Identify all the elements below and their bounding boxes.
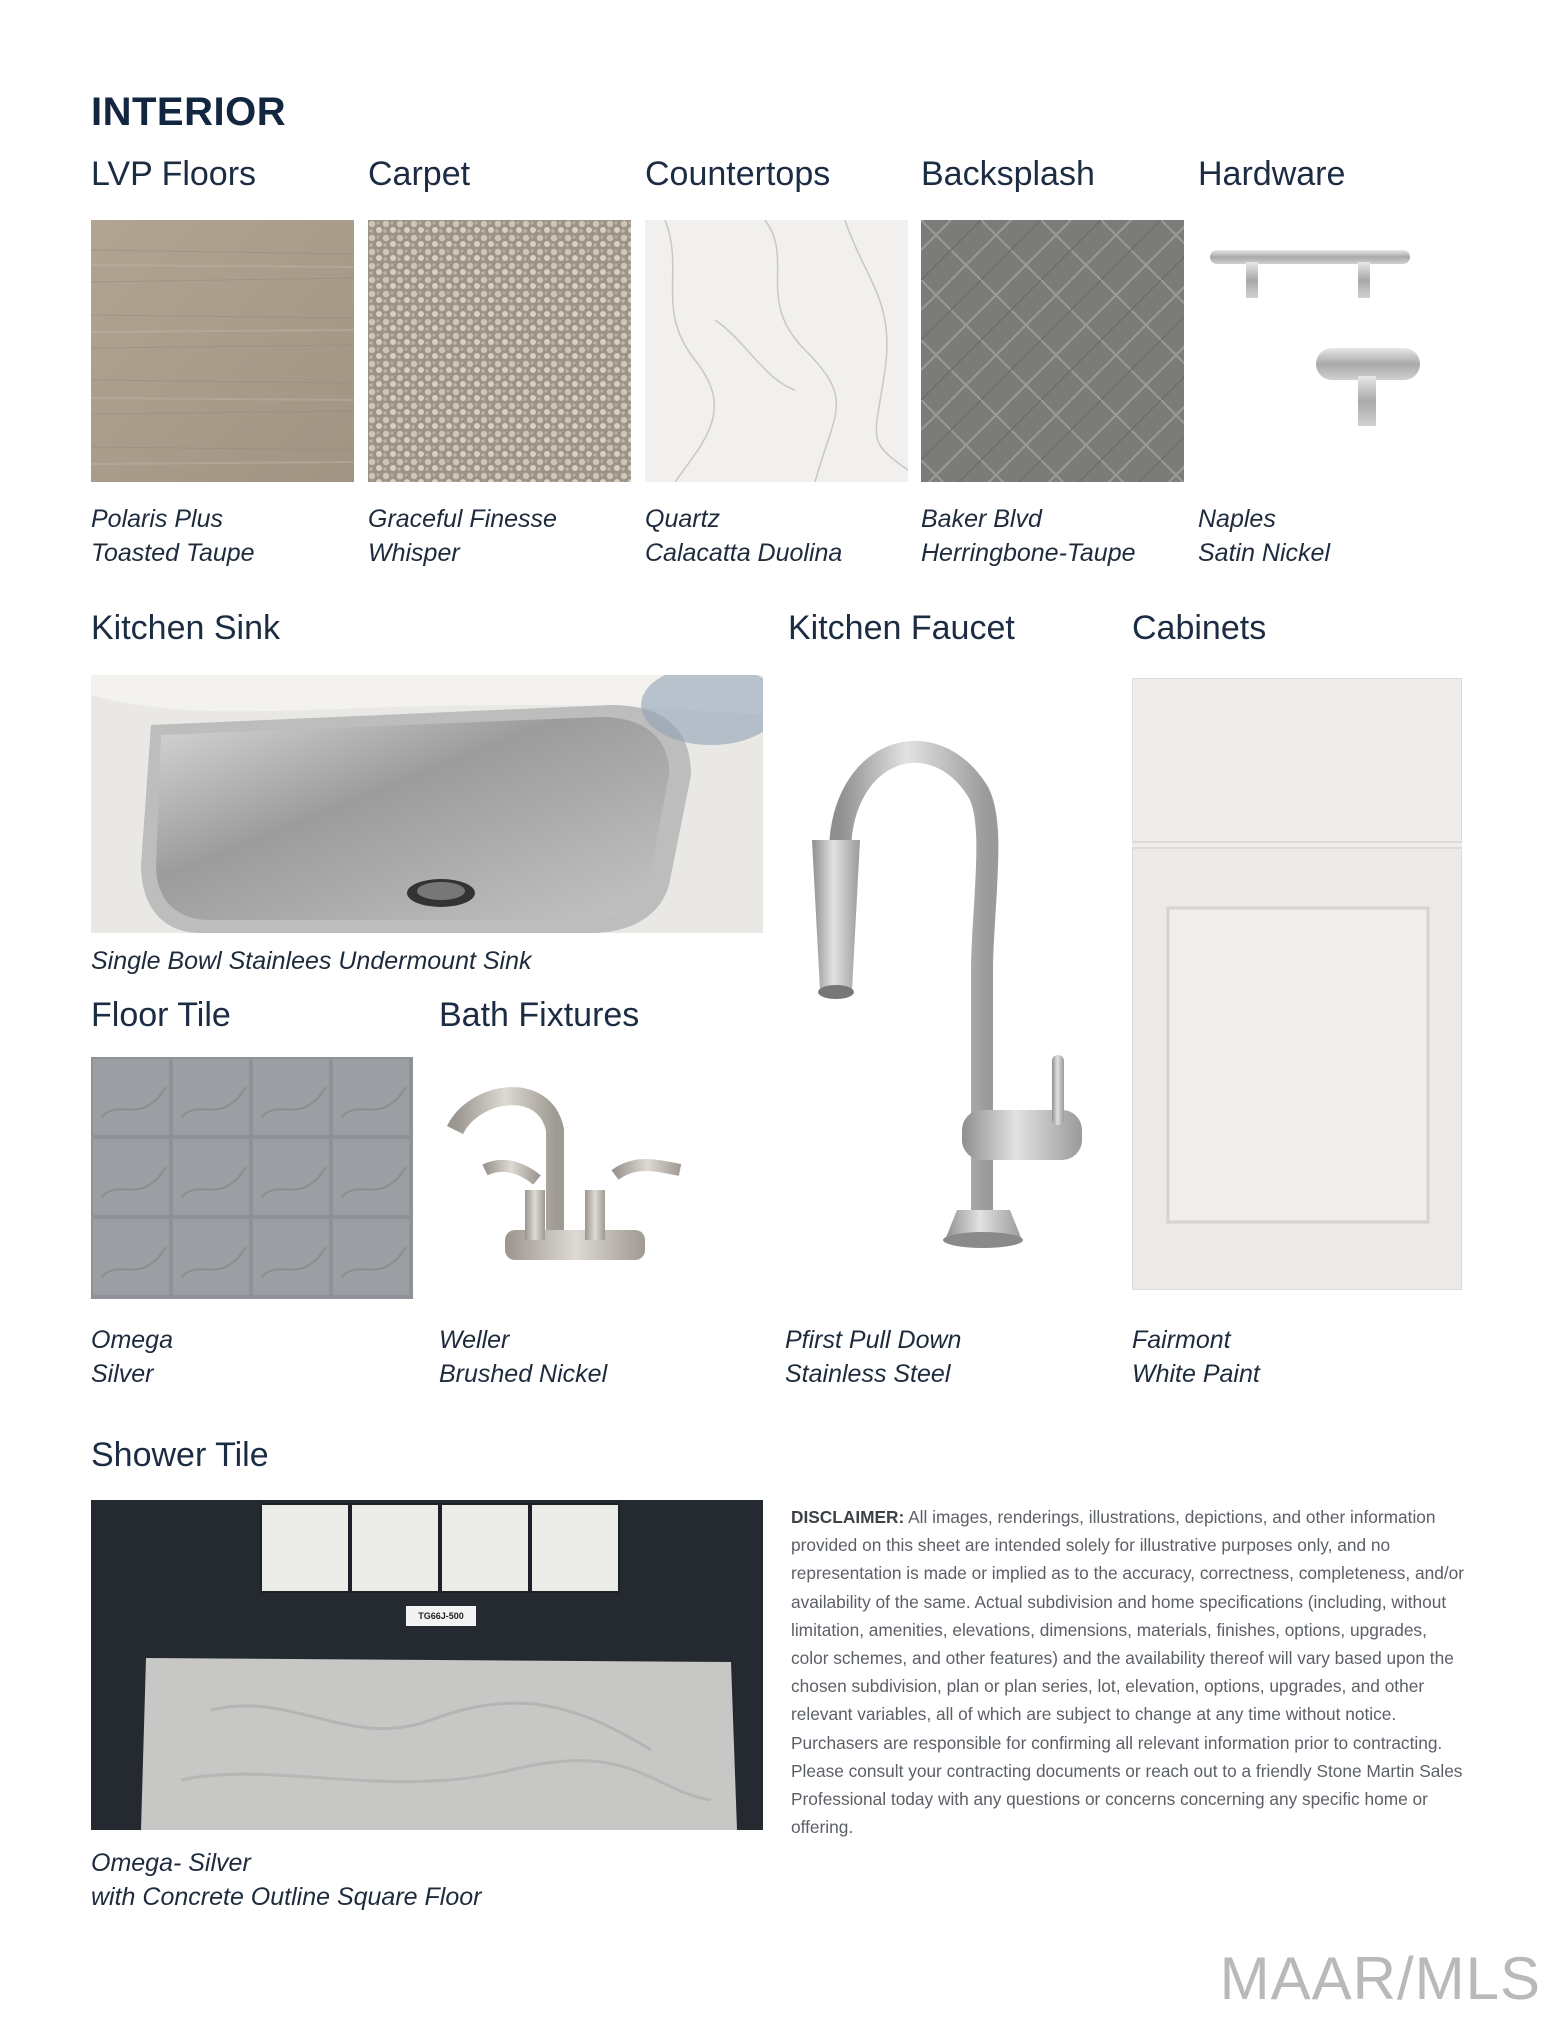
backsplash-swatch <box>921 220 1184 482</box>
cabinets-caption-line1: Fairmont <box>1132 1326 1231 1354</box>
backsplash-caption-line1: Baker Blvd <box>921 505 1042 533</box>
hardware-caption-line2: Satin Nickel <box>1198 539 1330 567</box>
category-kitchen-sink: Kitchen Sink <box>91 609 280 647</box>
category-bath-fixtures: Bath Fixtures <box>439 996 640 1034</box>
kitchen-sink-image <box>91 675 763 933</box>
disclaimer <box>791 1503 1467 1841</box>
lvp-caption-line1: Polaris Plus <box>91 505 223 533</box>
category-lvp-floors: LVP Floors <box>91 155 257 193</box>
carpet-caption-line2: Whisper <box>368 539 460 567</box>
lvp-floor-swatch <box>91 220 354 482</box>
carpet-swatch <box>368 220 631 482</box>
hardware-caption-line1: Naples <box>1198 505 1276 533</box>
hardware-image <box>1198 220 1461 482</box>
floor-tile-caption-line1: Omega <box>91 1326 173 1354</box>
kitchen-faucet-caption-line1: Pfirst Pull Down <box>785 1326 962 1354</box>
category-floor-tile: Floor Tile <box>91 996 231 1034</box>
category-cabinets: Cabinets <box>1132 609 1267 647</box>
category-kitchen-faucet: Kitchen Faucet <box>788 609 1015 647</box>
floor-tile-swatch <box>91 1057 413 1299</box>
kitchen-faucet-image <box>782 710 1118 1260</box>
bath-fixtures-caption-line1: Weller <box>439 1326 510 1354</box>
disclaimer-text: All images, renderings, illustrations, depictions, and other information provided on this sheet are intended solely for illustrative purposes only, and no representation is made or implied as to the accuracy, correctness, completeness, and/or availability of the same. Actual subdivision and home specifications (including, without limitation, amenities, elevations, dimensions, materials, finishes, options, upgrades, color schemes, and other features) and the availability thereof will vary based upon the chosen subdivision, plan or plan series, lot, elevation, options, upgrades, and other relevant variables, all of which are subject to change at any time without notice. Purchasers are responsible for confirming all relevant information prior to contracting. Please consult your contracting documents or reach out to a friendly Stone Martin Sales Professional today with any questions or concerns concerning any specific home or offering. <box>791 1507 1465 1838</box>
shower-tile-caption-line2: with Concrete Outline Square Floor <box>91 1883 482 1911</box>
countertop-swatch <box>645 220 908 482</box>
category-backsplash: Backsplash <box>921 155 1095 193</box>
cabinets-caption-line2: White Paint <box>1132 1360 1260 1388</box>
bath-fixtures-caption-line2: Brushed Nickel <box>439 1360 608 1388</box>
countertops-caption-line1: Quartz <box>645 505 721 533</box>
category-shower-tile: Shower Tile <box>91 1436 269 1474</box>
shower-tile-caption-line1: Omega- Silver <box>91 1849 251 1877</box>
countertops-caption-line2: Calacatta Duolina <box>645 539 843 567</box>
page-title: INTERIOR <box>91 90 287 134</box>
cabinet-door-image <box>1132 678 1462 1290</box>
lvp-caption-line2: Toasted Taupe <box>91 539 255 567</box>
backsplash-caption-line2: Herringbone-Taupe <box>921 539 1136 567</box>
disclaimer-label: DISCLAIMER: <box>791 1507 905 1527</box>
shower-tile-label: TG66J-500 <box>418 1611 464 1621</box>
mls-watermark: MAAR/MLS <box>1219 1945 1541 2012</box>
category-carpet: Carpet <box>368 155 471 193</box>
carpet-caption-line1: Graceful Finesse <box>368 505 557 533</box>
bath-fixture-image <box>445 1080 695 1290</box>
category-hardware: Hardware <box>1198 155 1346 193</box>
category-countertops: Countertops <box>645 155 831 193</box>
shower-tile-image <box>91 1500 763 1830</box>
kitchen-faucet-caption-line2: Stainless Steel <box>785 1360 951 1388</box>
floor-tile-caption-line2: Silver <box>91 1360 154 1388</box>
kitchen-sink-caption: Single Bowl Stainlees Undermount Sink <box>91 947 532 975</box>
